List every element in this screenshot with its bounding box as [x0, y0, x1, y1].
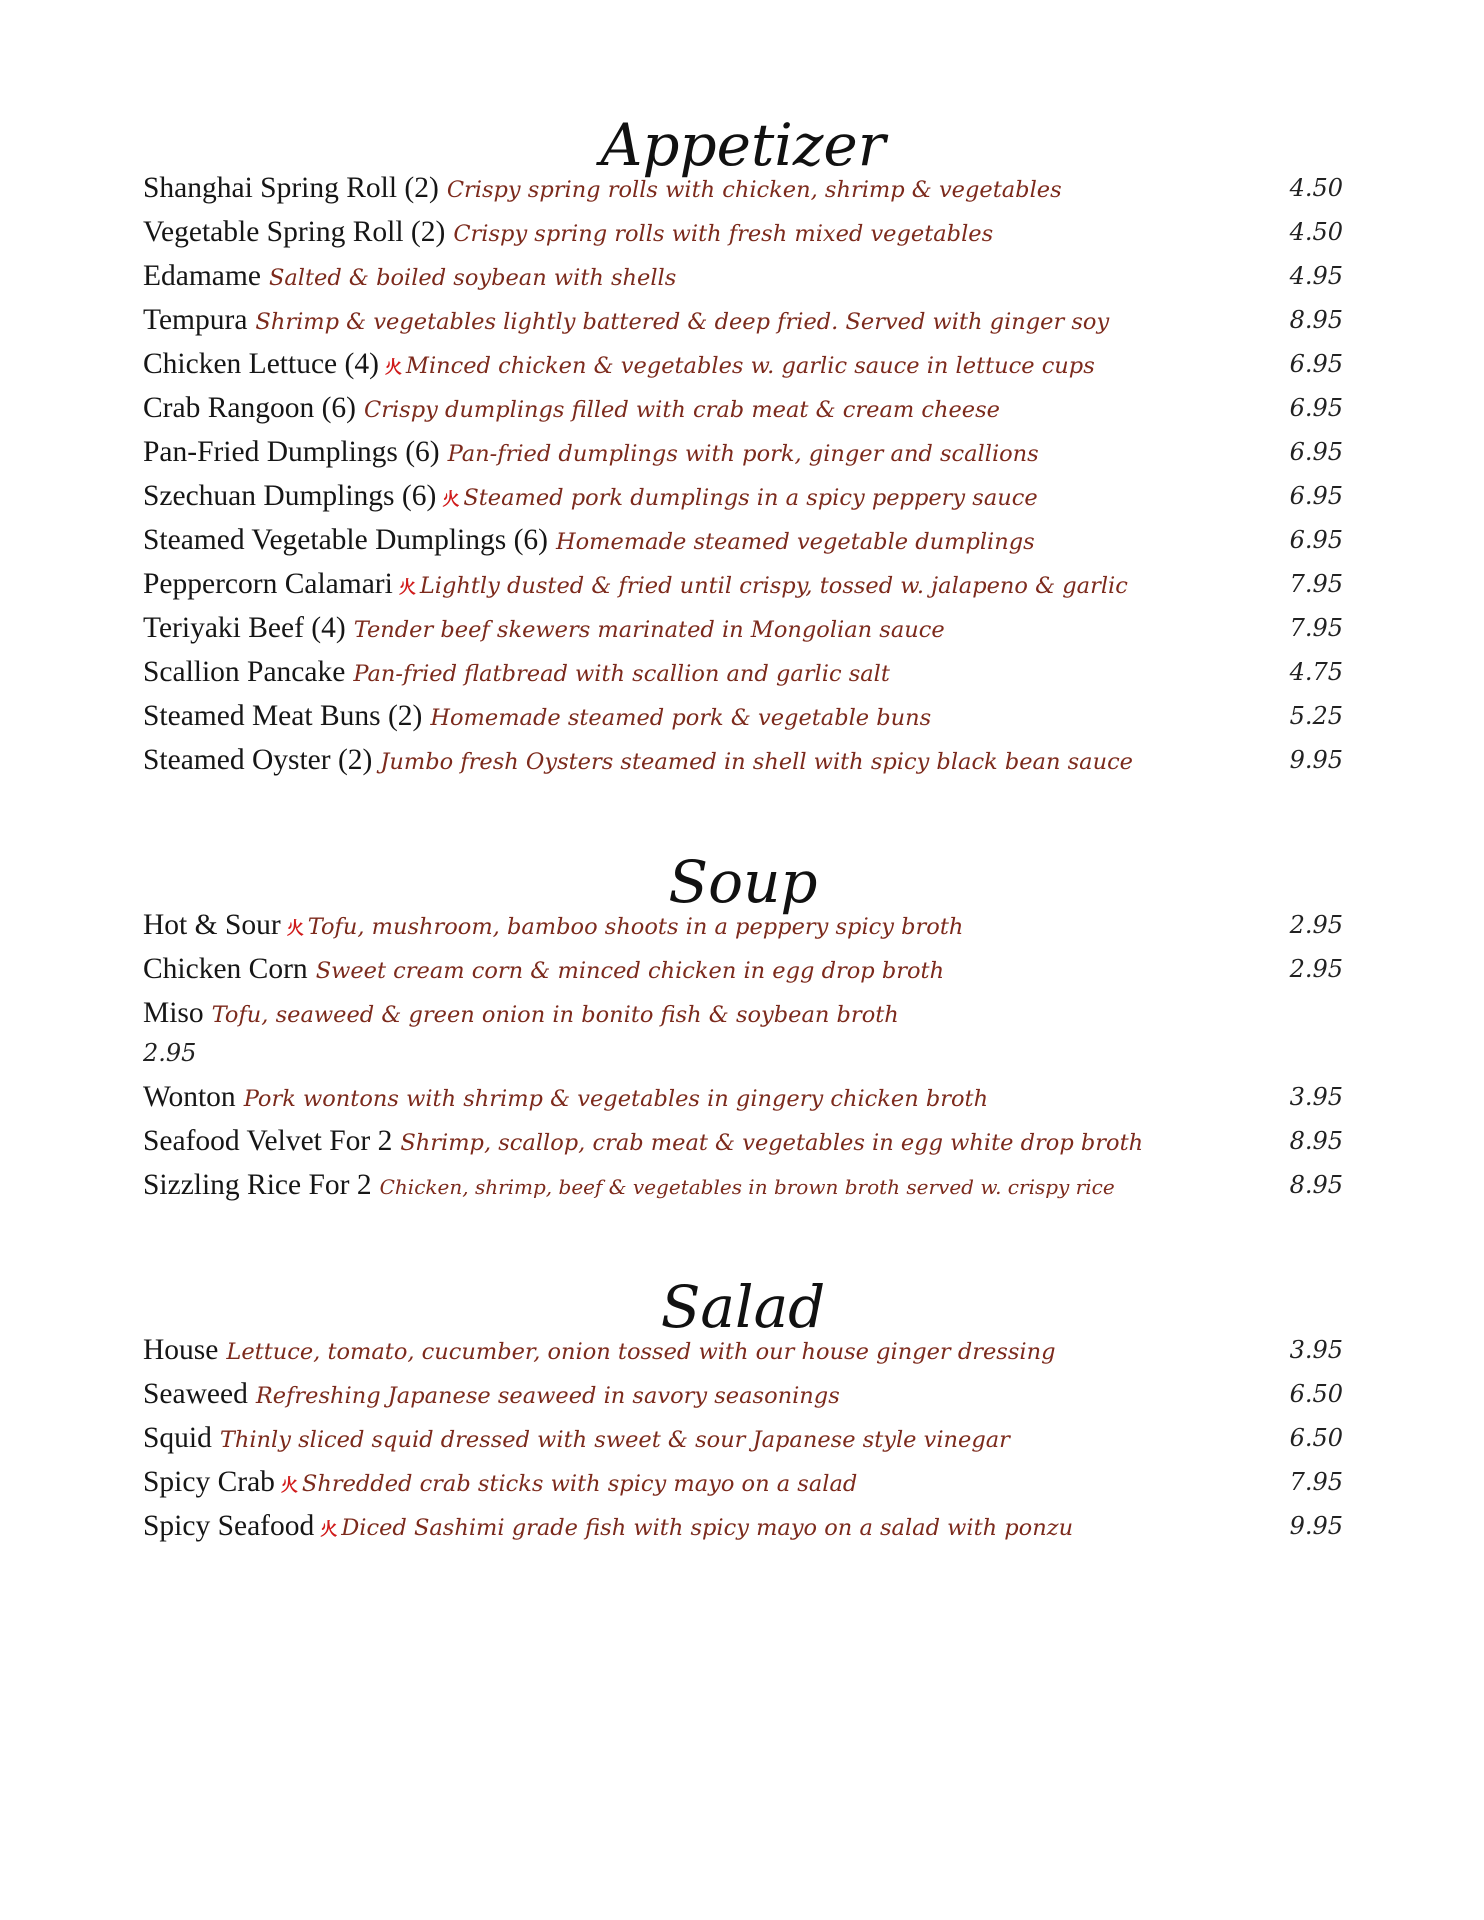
item-name: House: [143, 1334, 219, 1366]
item-price: 9.95: [1289, 746, 1343, 774]
menu-item: [143, 903, 1343, 947]
item-price: 9.95: [1289, 1512, 1343, 1540]
item-price: 4.50: [1289, 218, 1343, 246]
item-price: 8.95: [1289, 1171, 1343, 1199]
section-title: Appetizer: [600, 111, 886, 179]
menu-item: [143, 1328, 1343, 1372]
item-price: 8.95: [1289, 306, 1343, 334]
item-name: Sizzling Rice For 2: [143, 1169, 372, 1201]
menu-item: [143, 650, 1343, 694]
menu-item: [143, 430, 1343, 474]
item-name: Vegetable Spring Roll (2): [143, 216, 446, 248]
menu-item: [143, 254, 1343, 298]
spicy-pepper-icon: 火: [398, 578, 416, 598]
item-price: 6.95: [1289, 350, 1343, 378]
item-name: Steamed Oyster (2): [143, 744, 373, 776]
item-price: 7.95: [1289, 1468, 1343, 1496]
item-price: 2.95: [1289, 911, 1343, 939]
item-name: Peppercorn Calamari: [143, 568, 393, 600]
item-description: Refreshing Japanese seaweed in savory seasonings: [255, 1383, 840, 1409]
item-description: Crispy spring rolls with chicken, shrimp & vegetables: [446, 177, 1062, 203]
item-description: Tender beef skewers marinated in Mongolian sauce: [353, 617, 945, 643]
item-price: 7.95: [1289, 614, 1343, 642]
item-price: 5.25: [1289, 702, 1343, 730]
item-name: Szechuan Dumplings (6): [143, 480, 437, 512]
menu-item: [143, 298, 1343, 342]
menu-item: [143, 518, 1343, 562]
item-name: Pan-Fried Dumplings (6): [143, 436, 440, 468]
item-name: Steamed Vegetable Dumplings (6): [143, 524, 548, 556]
spicy-pepper-icon: 火: [286, 919, 304, 939]
item-price: 8.95: [1289, 1127, 1343, 1155]
item-name: Steamed Meat Buns (2): [143, 700, 423, 732]
item-price: 6.95: [1289, 482, 1343, 510]
item-description: Steamed pork dumplings in a spicy peppery sauce: [463, 485, 1038, 511]
item-name: Wonton: [143, 1081, 236, 1113]
item-description: Crispy spring rolls with fresh mixed vegetables: [453, 221, 994, 247]
item-description: Minced chicken & vegetables w. garlic sauce in lettuce cups: [405, 353, 1095, 379]
spicy-pepper-icon: 火: [442, 490, 460, 510]
item-name: Shanghai Spring Roll (2): [143, 172, 439, 204]
item-price: 4.50: [1289, 174, 1343, 202]
item-name: Spicy Crab: [143, 1466, 275, 1498]
menu-item: [143, 342, 1343, 386]
menu-item: [143, 210, 1343, 254]
item-price: 2.95: [1289, 955, 1343, 983]
menu-item: [143, 562, 1343, 606]
item-description: Diced Sashimi grade fish with spicy mayo on a salad with ponzu: [341, 1515, 1074, 1541]
spicy-pepper-icon: 火: [280, 1476, 298, 1496]
item-description: Chicken, shrimp, beef & vegetables in brown broth served w. crispy rice: [379, 1175, 1115, 1199]
menu-item: [143, 991, 1343, 1075]
item-description: Pork wontons with shrimp & vegetables in gingery chicken broth: [243, 1086, 989, 1112]
item-name: Spicy Seafood: [143, 1510, 315, 1542]
section-title: Soup: [668, 848, 818, 916]
item-description: Pan-fried flatbread with scallion and garlic salt: [353, 661, 890, 687]
item-name: Chicken Lettuce (4): [143, 348, 379, 380]
menu-item: [143, 947, 1343, 991]
menu-item: [143, 694, 1343, 738]
item-price: 6.95: [1289, 438, 1343, 466]
menu-item: [143, 166, 1343, 210]
item-price: 3.95: [1289, 1083, 1343, 1111]
item-name: Miso: [143, 997, 204, 1029]
item-name: Hot & Sour: [143, 909, 281, 941]
item-description: Shrimp, scallop, crab meat & vegetables in egg white drop broth: [400, 1130, 1144, 1156]
item-price: 4.95: [1289, 262, 1343, 290]
item-description: Shredded crab sticks with spicy mayo on a salad: [301, 1471, 858, 1497]
menu-item: [143, 386, 1343, 430]
item-description: Lettuce, tomato, cucumber, onion tossed with our house ginger dressing: [226, 1339, 1056, 1365]
item-description: Lightly dusted & fried until crispy, tossed w. jalapeno & garlic: [419, 573, 1128, 599]
menu-item: [143, 1163, 1343, 1207]
menu-item: [143, 738, 1343, 782]
item-name: Edamame: [143, 260, 261, 292]
item-description: Tofu, mushroom, bamboo shoots in a peppery spicy broth: [307, 914, 964, 940]
item-price: 6.95: [1289, 394, 1343, 422]
item-description: Crispy dumplings filled with crab meat & cream cheese: [364, 397, 1000, 423]
menu-item: [143, 1075, 1343, 1119]
item-name: Crab Rangoon (6): [143, 392, 357, 424]
item-description: Salted & boiled soybean with shells: [268, 265, 677, 291]
spicy-pepper-icon: 火: [320, 1520, 338, 1540]
item-name: Squid: [143, 1422, 212, 1454]
item-description: Sweet cream corn & minced chicken in egg drop broth: [315, 958, 945, 984]
menu-item: [143, 1119, 1343, 1163]
menu-item: [143, 474, 1343, 518]
item-description: Tofu, seaweed & green onion in bonito fish & soybean broth: [211, 1002, 899, 1028]
item-name: Seaweed: [143, 1378, 248, 1410]
section-title: Salad: [660, 1273, 826, 1341]
menu-item: [143, 606, 1343, 650]
item-description: Shrimp & vegetables lightly battered & deep fried. Served with ginger soy: [255, 309, 1110, 335]
item-price: 4.75: [1289, 658, 1343, 686]
item-price: 6.50: [1289, 1424, 1343, 1452]
item-name: Scallion Pancake: [143, 656, 346, 688]
item-name: Tempura: [143, 304, 248, 336]
item-price: 7.95: [1289, 570, 1343, 598]
item-description: Pan-fried dumplings with pork, ginger and scallions: [447, 441, 1039, 467]
item-description: Jumbo fresh Oysters steamed in shell with spicy black bean sauce: [380, 749, 1133, 775]
item-description: Homemade steamed vegetable dumplings: [556, 529, 1035, 555]
menu-item: [143, 1372, 1343, 1416]
menu-item: [143, 1504, 1343, 1548]
item-price: 6.50: [1289, 1380, 1343, 1408]
item-name: Teriyaki Beef (4): [143, 612, 346, 644]
item-description: Homemade steamed pork & vegetable buns: [430, 705, 932, 731]
item-name: Seafood Velvet For 2: [143, 1125, 393, 1157]
item-price: 2.95: [143, 1039, 197, 1067]
item-description: Thinly sliced squid dressed with sweet & sour Japanese style vinegar: [219, 1427, 1010, 1453]
menu-item: [143, 1460, 1343, 1504]
item-price: 3.95: [1289, 1336, 1343, 1364]
menu-item: [143, 1416, 1343, 1460]
spicy-pepper-icon: 火: [384, 358, 402, 378]
item-name: Chicken Corn: [143, 953, 308, 985]
item-price: 6.95: [1289, 526, 1343, 554]
